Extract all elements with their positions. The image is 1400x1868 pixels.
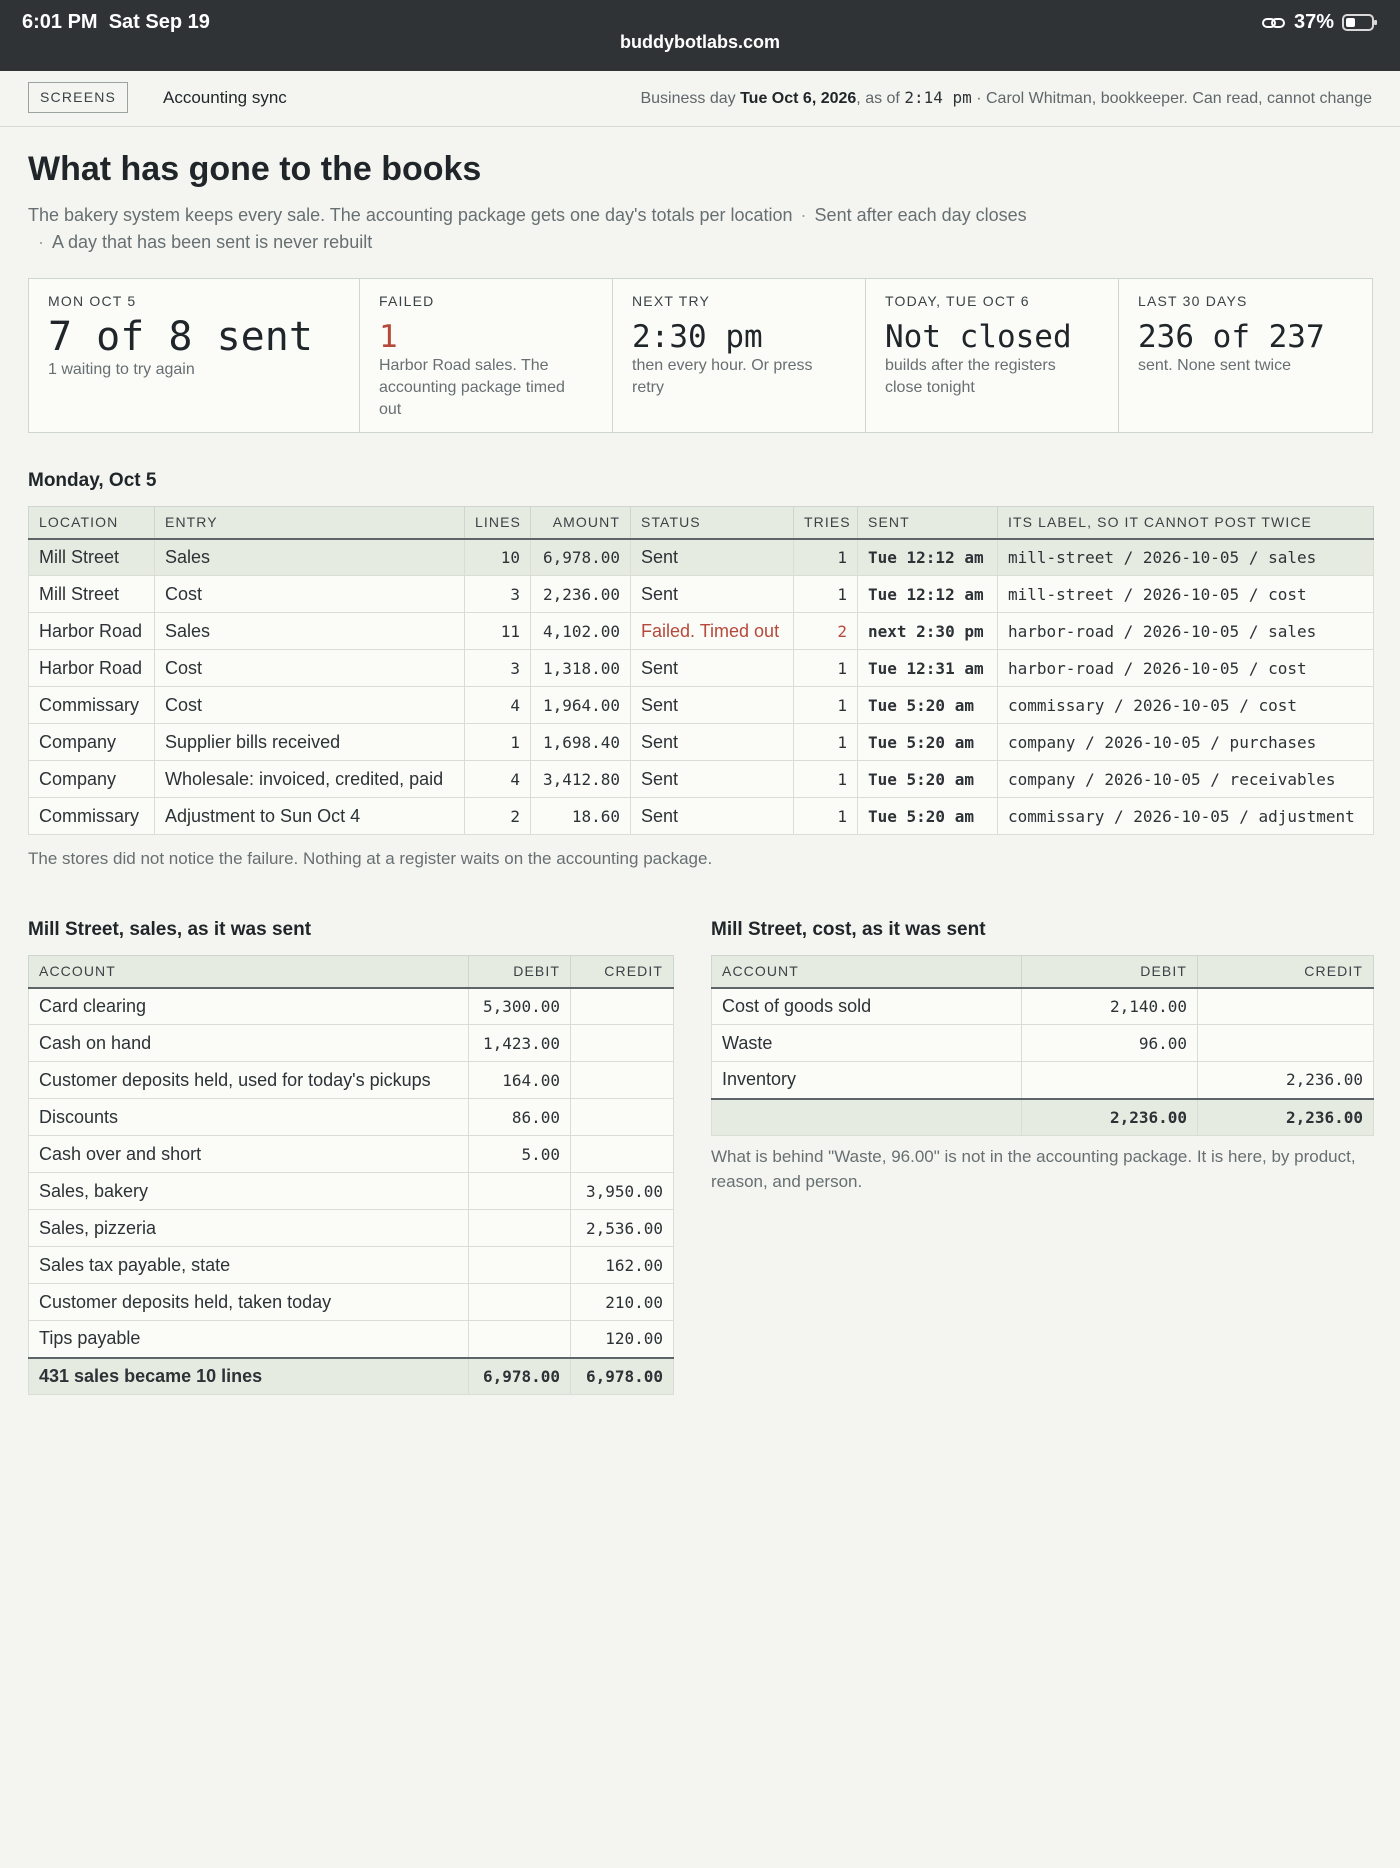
row-credit: 3,950.00 <box>571 1173 674 1210</box>
col-sent: SENT <box>858 507 998 539</box>
col-credit: CREDIT <box>571 956 674 988</box>
nav-title: Accounting sync <box>163 88 287 107</box>
row-account: Cost of goods sold <box>712 988 1022 1025</box>
table-row <box>29 1321 674 1358</box>
section-title-monday: Monday, Oct 5 <box>28 470 157 491</box>
row-sent: Tue 12:12 am <box>858 539 998 576</box>
table-header-row <box>712 956 1374 988</box>
row-debit <box>469 1210 571 1247</box>
section-title-cost: Mill Street, cost, as it was sent <box>711 919 986 940</box>
url-bar[interactable]: buddybotlabs.com <box>619 32 780 52</box>
row-account: Waste <box>712 1025 1022 1062</box>
row-location: Harbor Road <box>29 613 155 650</box>
row-label: commissary / 2026-10-05 / adjustment <box>998 798 1374 835</box>
table-row[interactable] <box>29 539 1374 576</box>
subtitle-part-1: The bakery system keeps every sale. The accounting package gets one day's totals per location <box>28 205 793 225</box>
row-label: mill-street / 2026-10-05 / cost <box>998 576 1374 613</box>
row-debit <box>469 1284 571 1321</box>
subtitle-part-3: A day that has been sent is never rebuilt <box>52 232 373 252</box>
row-debit: 96.00 <box>1022 1025 1198 1062</box>
total-debit: 6,978.00 <box>469 1358 571 1395</box>
top-nav <box>0 71 1400 127</box>
subtitle-part-2: Sent after each day closes <box>814 205 1027 225</box>
col-credit: CREDIT <box>1198 956 1374 988</box>
status-bar <box>0 0 1400 71</box>
row-amount: 1,318.00 <box>531 650 631 687</box>
card-last-30-days <box>1119 279 1372 432</box>
col-status: STATUS <box>631 507 794 539</box>
row-credit: 2,536.00 <box>571 1210 674 1247</box>
link-icon <box>1262 16 1286 30</box>
col-lines: LINES <box>465 507 531 539</box>
col-tries: TRIES <box>794 507 858 539</box>
table-row[interactable] <box>29 724 1374 761</box>
row-sent: Tue 5:20 am <box>858 798 998 835</box>
row-entry: Sales <box>155 539 465 576</box>
row-debit: 5.00 <box>469 1136 571 1173</box>
business-day: Tue Oct 6, 2026 <box>740 90 857 107</box>
screens-button[interactable]: SCREENS <box>28 82 128 113</box>
status-time: 6:01 PM Sat Sep 19 <box>22 11 210 33</box>
row-account: Card clearing <box>29 988 469 1025</box>
row-lines: 11 <box>465 613 531 650</box>
card-value: 7 of 8 sent <box>48 314 313 360</box>
row-tries: 1 <box>794 650 858 687</box>
row-credit <box>571 1099 674 1136</box>
row-amount: 18.60 <box>531 798 631 835</box>
card-desc: then every hour. Or press retry <box>632 357 813 396</box>
row-label: harbor-road / 2026-10-05 / cost <box>998 650 1374 687</box>
as-of-time: 2:14 pm <box>904 88 972 107</box>
row-sent: next 2:30 pm <box>858 613 998 650</box>
row-account: Cash over and short <box>29 1136 469 1173</box>
card-key: FAILED <box>379 293 435 309</box>
row-status: Sent <box>631 798 794 835</box>
section-title-sales: Mill Street, sales, as it was sent <box>28 919 312 940</box>
total-account: 431 sales became 10 lines <box>29 1358 469 1395</box>
row-label: company / 2026-10-05 / receivables <box>998 761 1374 798</box>
row-entry: Wholesale: invoiced, credited, paid <box>155 761 465 798</box>
row-sent: Tue 5:20 am <box>858 724 998 761</box>
row-credit: 120.00 <box>571 1321 674 1358</box>
card-desc: sent. None sent twice <box>1138 357 1291 374</box>
row-status: Sent <box>631 650 794 687</box>
row-lines: 2 <box>465 798 531 835</box>
row-label: mill-street / 2026-10-05 / sales <box>998 539 1374 576</box>
row-amount: 1,964.00 <box>531 687 631 724</box>
row-credit <box>1198 1025 1374 1062</box>
row-credit <box>1198 988 1374 1025</box>
cost-journal-table <box>711 955 1374 1136</box>
row-debit: 86.00 <box>469 1099 571 1136</box>
row-credit <box>571 988 674 1025</box>
card-value: Not closed <box>885 319 1072 355</box>
table-row[interactable] <box>29 687 1374 724</box>
table-row[interactable] <box>29 761 1374 798</box>
row-account: Discounts <box>29 1099 469 1136</box>
row-status: Sent <box>631 724 794 761</box>
row-account: Tips payable <box>29 1321 469 1358</box>
battery-percent: 37% <box>1293 11 1334 33</box>
row-status: Failed. Timed out <box>631 613 794 650</box>
row-amount: 3,412.80 <box>531 761 631 798</box>
table-row[interactable] <box>29 798 1374 835</box>
card-key: TODAY, TUE OCT 6 <box>885 293 1030 309</box>
card-desc: builds after the registers close tonight <box>885 357 1056 396</box>
row-tries: 1 <box>794 798 858 835</box>
row-tries: 1 <box>794 576 858 613</box>
row-account: Sales tax payable, state <box>29 1247 469 1284</box>
row-location: Commissary <box>29 687 155 724</box>
row-entry: Cost <box>155 650 465 687</box>
card-key: NEXT TRY <box>632 293 711 309</box>
row-label: commissary / 2026-10-05 / cost <box>998 687 1374 724</box>
total-debit: 2,236.00 <box>1022 1099 1198 1136</box>
col-debit: DEBIT <box>469 956 571 988</box>
table-header-row <box>29 507 1374 539</box>
table-row <box>29 1099 674 1136</box>
row-location: Company <box>29 761 155 798</box>
row-status: Sent <box>631 539 794 576</box>
row-debit: 2,140.00 <box>1022 988 1198 1025</box>
row-tries: 1 <box>794 687 858 724</box>
row-location: Company <box>29 724 155 761</box>
card-today <box>866 279 1119 432</box>
row-tries: 2 <box>794 613 858 650</box>
row-location: Commissary <box>29 798 155 835</box>
summary-cards <box>28 278 1373 433</box>
col-account: ACCOUNT <box>29 956 469 988</box>
table-row <box>29 1210 674 1247</box>
sales-journal-table <box>28 955 674 1395</box>
battery-icon <box>1342 14 1374 31</box>
row-entry: Sales <box>155 613 465 650</box>
col-account: ACCOUNT <box>712 956 1022 988</box>
row-entry: Adjustment to Sun Oct 4 <box>155 798 465 835</box>
card-value: 236 of 237 <box>1138 319 1325 355</box>
page-title: What has gone to the books <box>28 150 482 188</box>
card-key: MON OCT 5 <box>48 293 137 309</box>
total-credit: 2,236.00 <box>1198 1099 1374 1136</box>
card-next-try <box>613 279 866 432</box>
row-account: Customer deposits held, used for today's pickups <box>29 1062 469 1099</box>
card-key: LAST 30 DAYS <box>1138 293 1248 309</box>
total-credit: 6,978.00 <box>571 1358 674 1395</box>
col-location: LOCATION <box>29 507 155 539</box>
row-lines: 4 <box>465 687 531 724</box>
total-row <box>712 1099 1374 1136</box>
row-tries: 1 <box>794 724 858 761</box>
page-subtitle: The bakery system keeps every sale. The accounting package gets one day's totals per location · Sent after each day closes · A day that has been sent is never rebuilt <box>28 205 1027 252</box>
row-status: Sent <box>631 687 794 724</box>
table-row <box>29 1136 674 1173</box>
card-failed <box>360 279 613 432</box>
business-day-prefix: Business day <box>640 90 736 107</box>
row-credit <box>571 1062 674 1099</box>
row-location: Mill Street <box>29 576 155 613</box>
row-debit <box>1022 1062 1198 1099</box>
table-row <box>712 1025 1374 1062</box>
table-row <box>29 1247 674 1284</box>
row-debit: 5,300.00 <box>469 988 571 1025</box>
user-info: · Carol Whitman, bookkeeper. Can read, cannot change <box>976 90 1372 107</box>
table-row <box>29 988 674 1025</box>
row-tries: 1 <box>794 539 858 576</box>
row-lines: 1 <box>465 724 531 761</box>
col-debit: DEBIT <box>1022 956 1198 988</box>
card-desc: 1 waiting to try again <box>48 361 195 378</box>
row-sent: Tue 5:20 am <box>858 687 998 724</box>
row-label: harbor-road / 2026-10-05 / sales <box>998 613 1374 650</box>
table-row <box>29 1284 674 1321</box>
waste-note: What is behind "Waste, 96.00" is not in the accounting package. It is here, by product, reason, and person. <box>711 1147 1356 1191</box>
row-entry: Cost <box>155 687 465 724</box>
entries-table <box>28 506 1374 835</box>
total-account <box>712 1099 1022 1136</box>
row-tries: 1 <box>794 761 858 798</box>
row-status: Sent <box>631 576 794 613</box>
col-amount: AMOUNT <box>531 507 631 539</box>
row-credit: 2,236.00 <box>1198 1062 1374 1099</box>
col-label: ITS LABEL, SO IT CANNOT POST TWICE <box>998 507 1374 539</box>
row-account: Sales, bakery <box>29 1173 469 1210</box>
row-lines: 4 <box>465 761 531 798</box>
row-amount: 2,236.00 <box>531 576 631 613</box>
status-right <box>1262 11 1374 34</box>
row-account: Customer deposits held, taken today <box>29 1284 469 1321</box>
row-account: Sales, pizzeria <box>29 1210 469 1247</box>
card-desc: Harbor Road sales. The accounting package timed out <box>379 357 565 418</box>
row-amount: 1,698.40 <box>531 724 631 761</box>
row-account: Inventory <box>712 1062 1022 1099</box>
table-row <box>712 1062 1374 1099</box>
row-credit: 210.00 <box>571 1284 674 1321</box>
row-sent: Tue 5:20 am <box>858 761 998 798</box>
card-day-sent <box>29 279 360 432</box>
table-row <box>29 1173 674 1210</box>
row-credit <box>571 1136 674 1173</box>
col-entry: ENTRY <box>155 507 465 539</box>
row-debit <box>469 1321 571 1358</box>
row-debit <box>469 1247 571 1284</box>
row-credit <box>571 1025 674 1062</box>
row-lines: 3 <box>465 576 531 613</box>
table-row[interactable] <box>29 613 1374 650</box>
row-debit <box>469 1173 571 1210</box>
row-credit: 162.00 <box>571 1247 674 1284</box>
table-row <box>29 1025 674 1062</box>
row-sent: Tue 12:12 am <box>858 576 998 613</box>
row-status: Sent <box>631 761 794 798</box>
row-account: Cash on hand <box>29 1025 469 1062</box>
row-amount: 6,978.00 <box>531 539 631 576</box>
row-lines: 3 <box>465 650 531 687</box>
row-location: Mill Street <box>29 539 155 576</box>
total-row <box>29 1358 674 1395</box>
table-row <box>712 988 1374 1025</box>
row-amount: 4,102.00 <box>531 613 631 650</box>
row-entry: Supplier bills received <box>155 724 465 761</box>
row-debit: 1,423.00 <box>469 1025 571 1062</box>
table-row[interactable] <box>29 650 1374 687</box>
row-entry: Cost <box>155 576 465 613</box>
table-row <box>29 1062 674 1099</box>
table-row[interactable] <box>29 576 1374 613</box>
row-label: company / 2026-10-05 / purchases <box>998 724 1374 761</box>
row-debit: 164.00 <box>469 1062 571 1099</box>
row-sent: Tue 12:31 am <box>858 650 998 687</box>
as-of-prefix: , as of <box>856 90 900 107</box>
row-location: Harbor Road <box>29 650 155 687</box>
card-value: 1 <box>379 319 398 355</box>
failure-note: The stores did not notice the failure. Nothing at a register waits on the accounting package. <box>28 849 713 868</box>
table-header-row <box>29 956 674 988</box>
card-value: 2:30 pm <box>632 319 763 355</box>
row-lines: 10 <box>465 539 531 576</box>
business-day-info <box>640 88 1372 108</box>
